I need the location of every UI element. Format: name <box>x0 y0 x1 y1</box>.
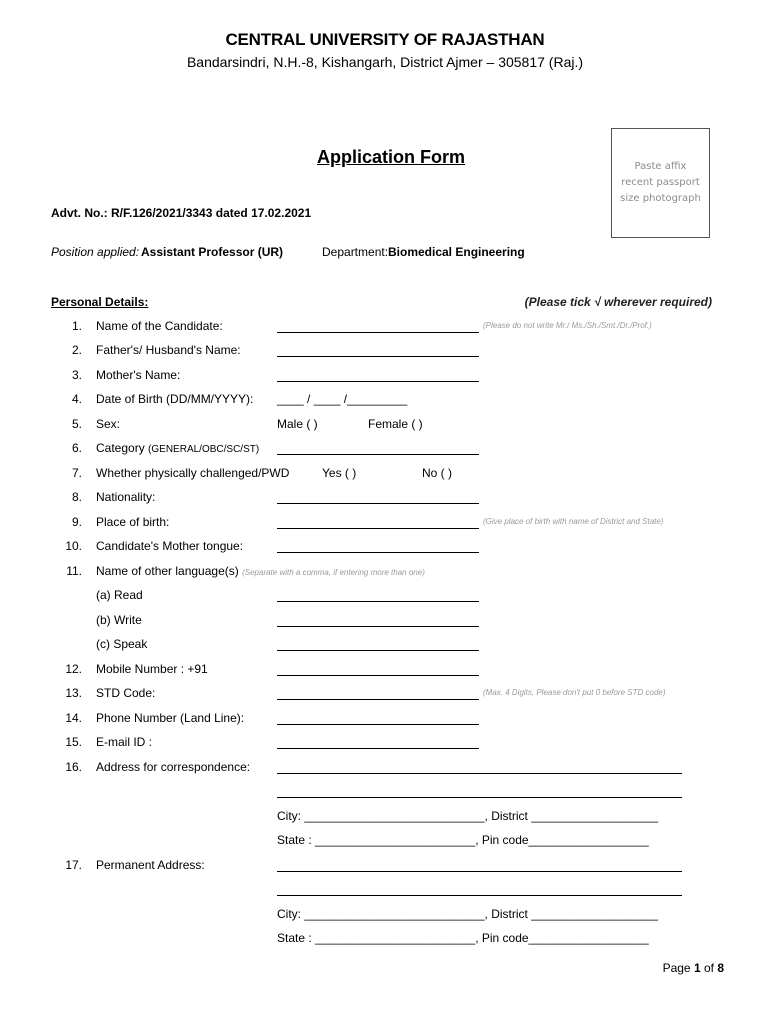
correspondence-city-district[interactable]: City: ___________________________, District ___________________ <box>277 809 658 823</box>
field-number: 5. <box>71 417 82 431</box>
permanent-line-1[interactable] <box>277 871 682 872</box>
page-prefix: Page <box>662 961 694 975</box>
pwd-no-checkbox[interactable]: No ( ) <box>422 466 452 480</box>
field-mother-label: Mother's Name: <box>96 368 181 382</box>
page-current: 1 <box>693 961 701 975</box>
field-std-hint: (Max. 4 Digits, Please don't put 0 before STD code) <box>483 688 666 697</box>
field-permanent-row <box>0 858 770 876</box>
field-pwd-label: Whether physically challenged/PWD <box>96 466 290 480</box>
form-title: Application Form <box>317 147 465 167</box>
field-mobile-label: Mobile Number : +91 <box>96 662 208 676</box>
field-dob-input[interactable]: ____ / ____ /_________ <box>277 392 408 406</box>
field-number: 4. <box>71 392 82 406</box>
field-number: 7. <box>71 466 82 480</box>
field-language-speak-input-line[interactable] <box>277 650 479 651</box>
field-language-speak-row <box>0 637 770 655</box>
university-title: CENTRAL UNIVERSITY OF RAJASTHAN <box>225 30 545 49</box>
field-number: 3. <box>71 368 82 382</box>
field-mother-row <box>0 368 770 386</box>
field-dob-label: Date of Birth (DD/MM/YYYY): <box>96 392 254 406</box>
permanent-city-district[interactable]: City: ___________________________, District ___________________ <box>277 907 658 921</box>
field-language-read-row <box>0 588 770 606</box>
field-email-row <box>0 735 770 753</box>
field-nationality-row <box>0 490 770 508</box>
field-number: 12. <box>65 662 82 676</box>
correspondence-line-2-row <box>0 784 770 802</box>
field-mobile-input-line[interactable] <box>277 675 479 676</box>
photo-box <box>611 128 710 238</box>
field-sex-label: Sex: <box>96 417 121 431</box>
field-name-input-line[interactable] <box>277 332 479 333</box>
permanent-state-row <box>0 931 770 949</box>
field-category-input-line[interactable] <box>277 454 479 455</box>
field-language-speak-label: (c) Speak <box>96 637 148 651</box>
field-name-hint: (Please do not write Mr./ Ms./Sh./Smt./Dr./Prof.) <box>483 321 652 330</box>
field-nationality-label: Nationality: <box>96 490 156 504</box>
field-name-label: Name of the Candidate: <box>96 319 223 333</box>
field-phone-label: Phone Number (Land Line): <box>96 711 245 725</box>
field-mother-tongue-label: Candidate's Mother tongue: <box>96 539 244 553</box>
field-number: 11. <box>66 564 82 578</box>
field-birth-place-input-line[interactable] <box>277 528 479 529</box>
field-language-write-row <box>0 613 770 631</box>
page-number <box>663 961 724 975</box>
field-father-label: Father's/ Husband's Name: <box>96 343 241 357</box>
correspondence-line-1[interactable] <box>277 773 682 774</box>
field-number: 16. <box>65 760 82 774</box>
permanent-city-row <box>0 907 770 925</box>
correspondence-line-2[interactable] <box>277 797 682 798</box>
correspondence-city-row <box>0 809 770 827</box>
field-number: 6. <box>71 441 82 455</box>
advertisement-number: Advt. No.: R/F.126/2021/3343 dated 17.02.2021 <box>51 206 312 220</box>
field-name-row <box>0 319 770 337</box>
position-label: Position applied: <box>51 245 140 259</box>
sex-female-checkbox[interactable]: Female ( ) <box>368 417 423 431</box>
field-languages-hint: (Separate with a comma, if entering more than one) <box>242 568 425 577</box>
field-std-input-line[interactable] <box>277 699 479 700</box>
section-title: Personal Details: <box>51 295 149 309</box>
field-mother-tongue-row <box>0 539 770 557</box>
field-mother-input-line[interactable] <box>277 381 479 382</box>
permanent-line-2-row <box>0 882 770 900</box>
field-number: 13. <box>65 686 82 700</box>
field-dob-row <box>0 392 770 410</box>
field-std-row <box>0 686 770 704</box>
photo-box-text: Paste affix recent passport size photograph <box>620 161 701 204</box>
field-category-label <box>96 441 259 455</box>
field-number: 15. <box>65 735 82 749</box>
field-nationality-input-line[interactable] <box>277 503 479 504</box>
field-std-label: STD Code: <box>96 686 156 700</box>
tick-note: (Please tick √ wherever required) <box>524 295 712 309</box>
field-languages-label-text: Name of other language(s) <box>96 564 239 578</box>
field-phone-input-line[interactable] <box>277 724 479 725</box>
field-birth-place-hint: (Give place of birth with name of District and State) <box>483 517 664 526</box>
field-number: 8. <box>71 490 82 504</box>
field-sex-row <box>0 417 770 435</box>
field-pwd-row <box>0 466 770 484</box>
field-birth-place-label: Place of birth: <box>96 515 170 529</box>
field-language-read-label: (a) Read <box>96 588 143 602</box>
field-number: 9. <box>71 515 82 529</box>
university-address: Bandarsindri, N.H.-8, Kishangarh, District Ajmer – 305817 (Raj.) <box>186 54 584 70</box>
field-correspondence-label: Address for correspondence: <box>96 760 251 774</box>
field-father-input-line[interactable] <box>277 356 479 357</box>
position-value: Assistant Professor (UR) <box>141 245 284 259</box>
field-birth-place-row <box>0 515 770 533</box>
permanent-line-2[interactable] <box>277 895 682 896</box>
field-language-write-label: (b) Write <box>96 613 142 627</box>
field-number: 17. <box>65 858 82 872</box>
field-father-row <box>0 343 770 361</box>
field-mobile-row <box>0 662 770 680</box>
field-permanent-label: Permanent Address: <box>96 858 205 872</box>
field-category-label-text: Category <box>96 441 145 455</box>
correspondence-state-row <box>0 833 770 851</box>
field-email-label: E-mail ID : <box>96 735 153 749</box>
field-number: 14. <box>65 711 82 725</box>
field-languages-label <box>96 564 425 578</box>
field-email-input-line[interactable] <box>277 748 479 749</box>
field-language-read-input-line[interactable] <box>277 601 479 602</box>
correspondence-state-pincode[interactable]: State : ________________________, Pin code__________________ <box>277 833 649 847</box>
field-languages-row <box>0 564 770 582</box>
page-of: of <box>700 961 718 975</box>
department-label: Department: <box>322 245 389 259</box>
field-category-row <box>0 441 770 459</box>
page-total: 8 <box>717 961 724 975</box>
field-number: 10. <box>65 539 82 553</box>
permanent-state-pincode[interactable]: State : ________________________, Pin code__________________ <box>277 931 649 945</box>
sex-male-checkbox[interactable]: Male ( ) <box>277 417 318 431</box>
field-number: 1. <box>71 319 82 333</box>
field-mother-tongue-input-line[interactable] <box>277 552 479 553</box>
field-correspondence-row <box>0 760 770 778</box>
field-number: 2. <box>71 343 82 357</box>
field-language-write-input-line[interactable] <box>277 626 479 627</box>
field-phone-row <box>0 711 770 729</box>
pwd-yes-checkbox[interactable]: Yes ( ) <box>322 466 357 480</box>
department-value: Biomedical Engineering <box>388 245 525 259</box>
field-category-options: (GENERAL/OBC/SC/ST) <box>148 444 260 455</box>
